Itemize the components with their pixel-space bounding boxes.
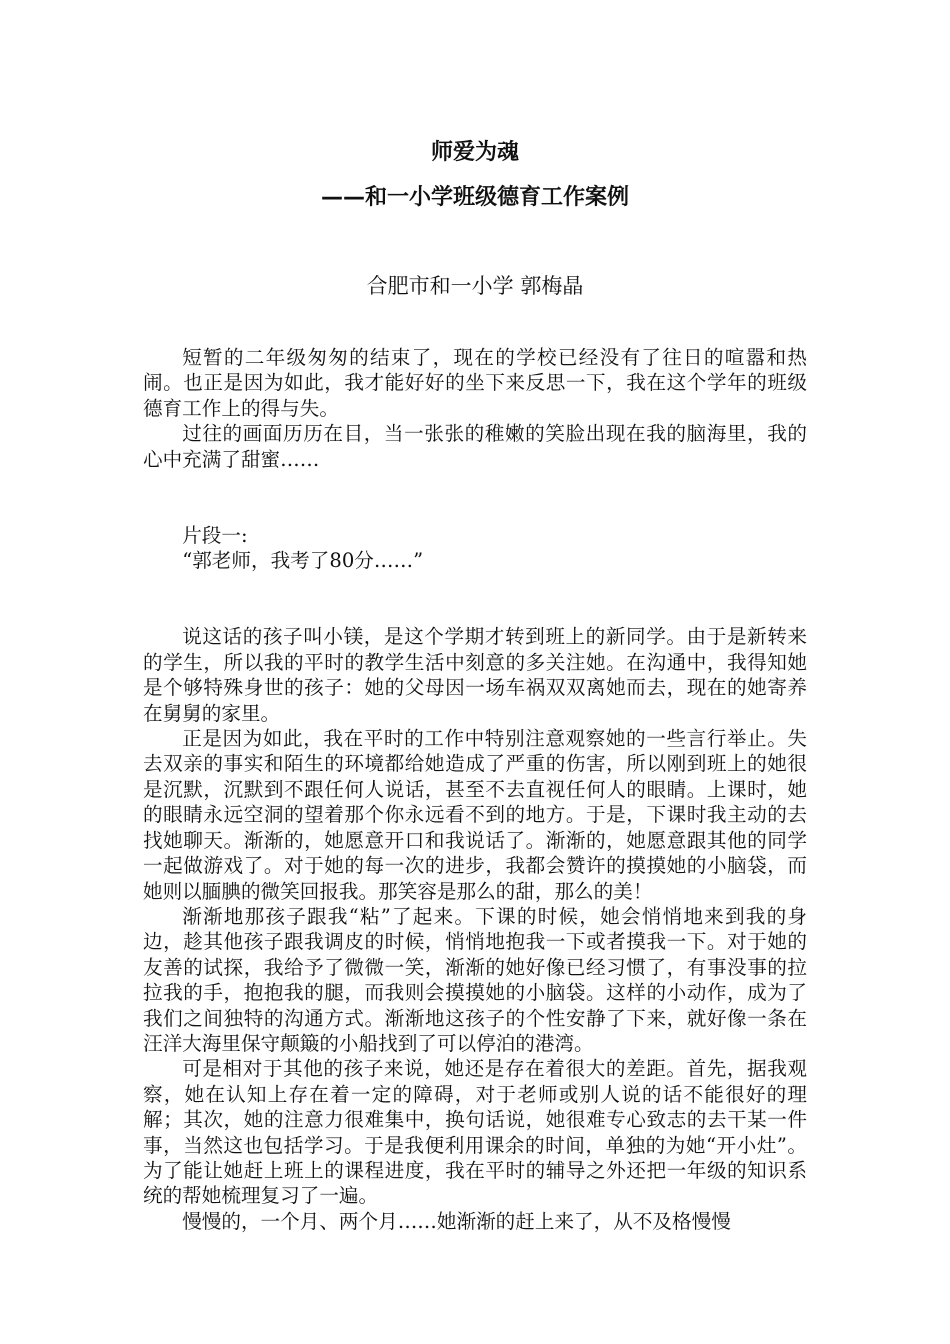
document-author: 合肥市和一小学 郭梅晶 [366, 274, 584, 298]
paragraph-spacer [143, 574, 807, 625]
paragraph-body-2: 正是因为如此，我在平时的工作中特别注意观察她的一些言行举止。失去双亲的事实和陌生的环境都给她造成了严重的伤害，所以刚到班上的她很是沉默，沉默到不跟任何人说话，甚至不去直视任何人的眼睛。上课时，她的眼睛永远空洞的望着那个你永远看不到的地方。于是，下课时我主动的去找她聊天。渐渐的，她愿意开口和我说话了。渐渐的，她愿意跟其他的同学一起做游戏了。对于她的每一次的进步，我都会赞许的摸摸她的小脑袋，而她则以腼腆的微笑回报我。那笑容是那么的甜，那么的美！ [143, 727, 807, 903]
paragraph-body-5: 慢慢的，一个月、两个月……她渐渐的赶上来了，从不及格慢慢 [182, 1209, 731, 1233]
document-title: 师爱为魂 [430, 140, 519, 165]
quote-line: “郭老师，我考了80分……” [182, 549, 424, 573]
paragraph-body-4: 可是相对于其他的孩子来说，她还是存在着很大的差距。首先，据我观察，她在认知上存在着一定的障碍，对于老师或别人说的话不能很好的理解；其次，她的注意力很难集中，换句话说，她很难专心致志的去干某一件事，当然这也包括学习。于是我便利用课余的时间，单独的为她“开小灶”。为了能让她赶上班上的课程进度，我在平时的辅导之外还把一年级的知识系统的帮她梳理复习了一遍。 [143, 1057, 807, 1208]
document-body [143, 345, 807, 1234]
paragraph-spacer [143, 472, 807, 523]
paragraph-intro-2: 过往的画面历历在目，当一张张的稚嫩的笑脸出现在我的脑海里，我的心中充满了甜蜜…… [143, 422, 807, 471]
paragraph-intro-1: 短暂的二年级匆匆的结束了，现在的学校已经没有了往日的喧嚣和热闹。也正是因为如此，我才能好好的坐下来反思一下，我在这个学年的班级德育工作上的得与失。 [143, 346, 807, 420]
section-heading: 片段一: [182, 523, 248, 547]
document-subtitle: ——和一小学班级德育工作案例 [320, 185, 629, 210]
paragraph-body-3: 渐渐地那孩子跟我“粘”了起来。下课的时候，她会悄悄地来到我的身边，趁其他孩子跟我调皮的时候，悄悄地抱我一下或者摸我一下。对于她的友善的试探，我给予了微微一笑，渐渐的她好像已经习惯了，有事没事的拉拉我的手，抱抱我的腿，而我则会摸摸她的小脑袋。这样的小动作，成为了我们之间独特的沟通方式。渐渐地这孩子的个性安静了下来，就好像一条在汪洋大海里保守颠簸的小船找到了可以停泊的港湾。 [143, 904, 807, 1055]
paragraph-body-1: 说这话的孩子叫小镁，是这个学期才转到班上的新同学。由于是新转来的学生，所以我的平时的教学生活中刻意的多关注她。在沟通中，我得知她是个够特殊身世的孩子：她的父母因一场车祸双双离她而去，现在的她寄养在舅舅的家里。 [143, 625, 807, 725]
